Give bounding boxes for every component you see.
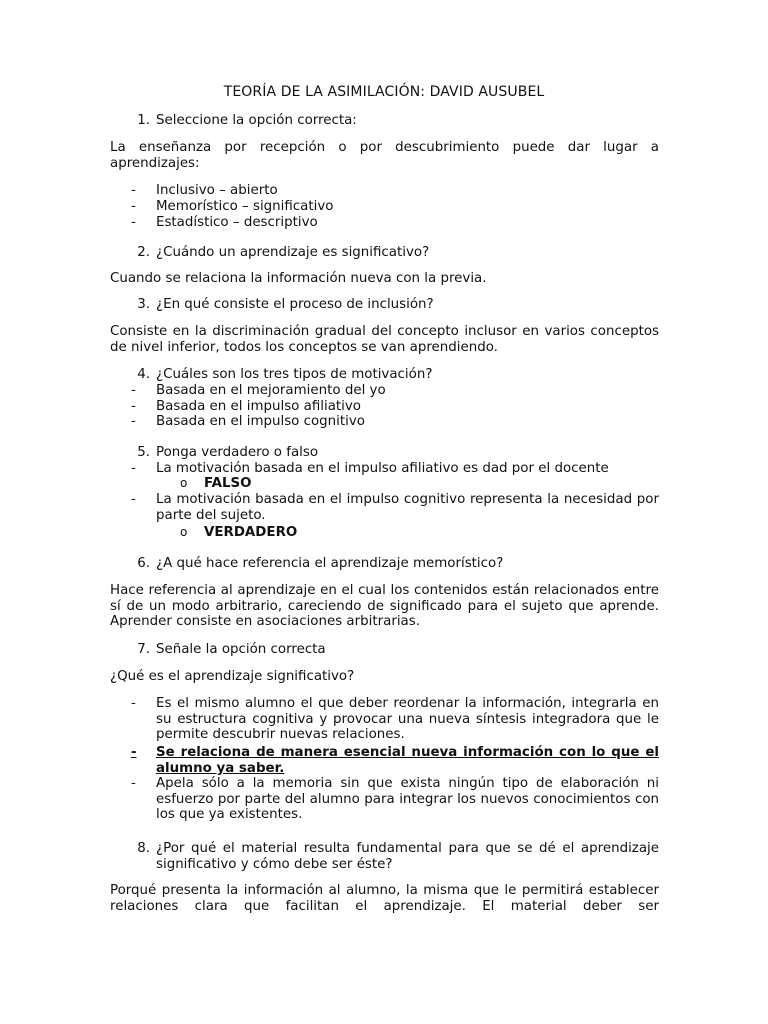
question-7-option-2-correct: Se relaciona de manera esencial nueva información con lo que el alumno ya saber. xyxy=(156,745,659,776)
question-2-answer: Cuando se relaciona la información nueva con la previa. xyxy=(110,271,487,286)
question-7-text: Señale la opción correcta xyxy=(156,642,326,657)
question-4-number: 4. xyxy=(137,367,150,382)
question-6-number: 6. xyxy=(137,556,150,571)
circle-bullet-icon: o xyxy=(180,525,188,539)
question-3-text: ¿En qué consiste el proceso de inclusión? xyxy=(156,297,434,312)
question-5-item-2-answer: VERDADERO xyxy=(204,525,298,540)
question-6-answer: Hace referencia al aprendizaje en el cual los contenidos están relacionados entre sí de un modo arbitrario, careciendo de significado para el sujeto que aprende. Aprender consiste en asociaciones arbitrarias. xyxy=(110,583,659,630)
question-4-text: ¿Cuáles son los tres tipos de motivación? xyxy=(156,367,433,382)
document-title: TEORÍA DE LA ASIMILACIÓN: DAVID AUSUBEL xyxy=(223,84,545,100)
question-8-number: 8. xyxy=(137,841,150,856)
question-7-number: 7. xyxy=(137,642,150,657)
list-dash: - xyxy=(131,461,136,476)
list-dash: - xyxy=(131,399,136,414)
list-dash: - xyxy=(131,492,136,507)
question-7-option-3: Apela sólo a la memoria sin que exista ningún tipo de elaboración ni esfuerzo por parte del alumno para integrar los nuevos conocimientos con los que ya existentes. xyxy=(156,776,659,823)
question-5-text: Ponga verdadero o falso xyxy=(156,445,319,460)
question-7-prompt: ¿Qué es el aprendizaje significativo? xyxy=(110,669,355,684)
question-1-option-1: Inclusivo – abierto xyxy=(156,183,278,198)
question-2-number: 2. xyxy=(137,245,150,260)
list-dash: - xyxy=(131,215,136,230)
question-4-option-1: Basada en el mejoramiento del yo xyxy=(156,383,386,398)
question-4-option-2: Basada en el impulso afiliativo xyxy=(156,399,362,414)
question-1-paragraph: La enseñanza por recepción o por descubrimiento puede dar lugar a aprendizajes: xyxy=(110,140,659,171)
question-5-item-1-answer: FALSO xyxy=(204,476,252,491)
list-dash: - xyxy=(131,776,136,791)
list-dash: - xyxy=(131,183,136,198)
list-dash: - xyxy=(131,383,136,398)
list-dash: - xyxy=(131,199,136,214)
question-8-text: ¿Por qué el material resulta fundamental para que se dé el aprendizaje significativo y cómo debe ser éste? xyxy=(156,841,659,872)
question-2-text: ¿Cuándo un aprendizaje es significativo? xyxy=(156,245,430,260)
question-1-option-3: Estadístico – descriptivo xyxy=(156,215,318,230)
question-5-item-1: La motivación basada en el impulso afiliativo es dad por el docente xyxy=(156,461,609,476)
question-5-item-2: La motivación basada en el impulso cognitivo representa la necesidad por parte del sujeto. xyxy=(156,492,659,523)
question-8-answer: Porqué presenta la información al alumno, la misma que le permitirá establecer relaciones clara que facilitan el aprendizaje. El material deber ser xyxy=(110,883,659,914)
list-dash: - xyxy=(131,745,137,760)
list-dash: - xyxy=(131,414,136,429)
question-3-answer: Consiste en la discriminación gradual del concepto inclusor en varios conceptos de nivel inferior, todos los conceptos se van aprendiendo. xyxy=(110,324,659,355)
list-dash: - xyxy=(131,696,136,711)
circle-bullet-icon: o xyxy=(180,476,188,490)
question-1-text: Seleccione la opción correcta: xyxy=(156,113,357,128)
question-4-option-3: Basada en el impulso cognitivo xyxy=(156,414,365,429)
question-5-number: 5. xyxy=(137,445,150,460)
question-6-text: ¿A qué hace referencia el aprendizaje memorístico? xyxy=(156,556,504,571)
question-7-option-1: Es el mismo alumno el que deber reordenar la información, integrarla en su estructura cognitiva y provocar una nueva síntesis integradora que le permite descubrir nuevas relaciones. xyxy=(156,696,659,743)
question-1-number: 1. xyxy=(137,113,150,128)
question-3-number: 3. xyxy=(137,297,150,312)
question-1-option-2: Memorístico – significativo xyxy=(156,199,334,214)
